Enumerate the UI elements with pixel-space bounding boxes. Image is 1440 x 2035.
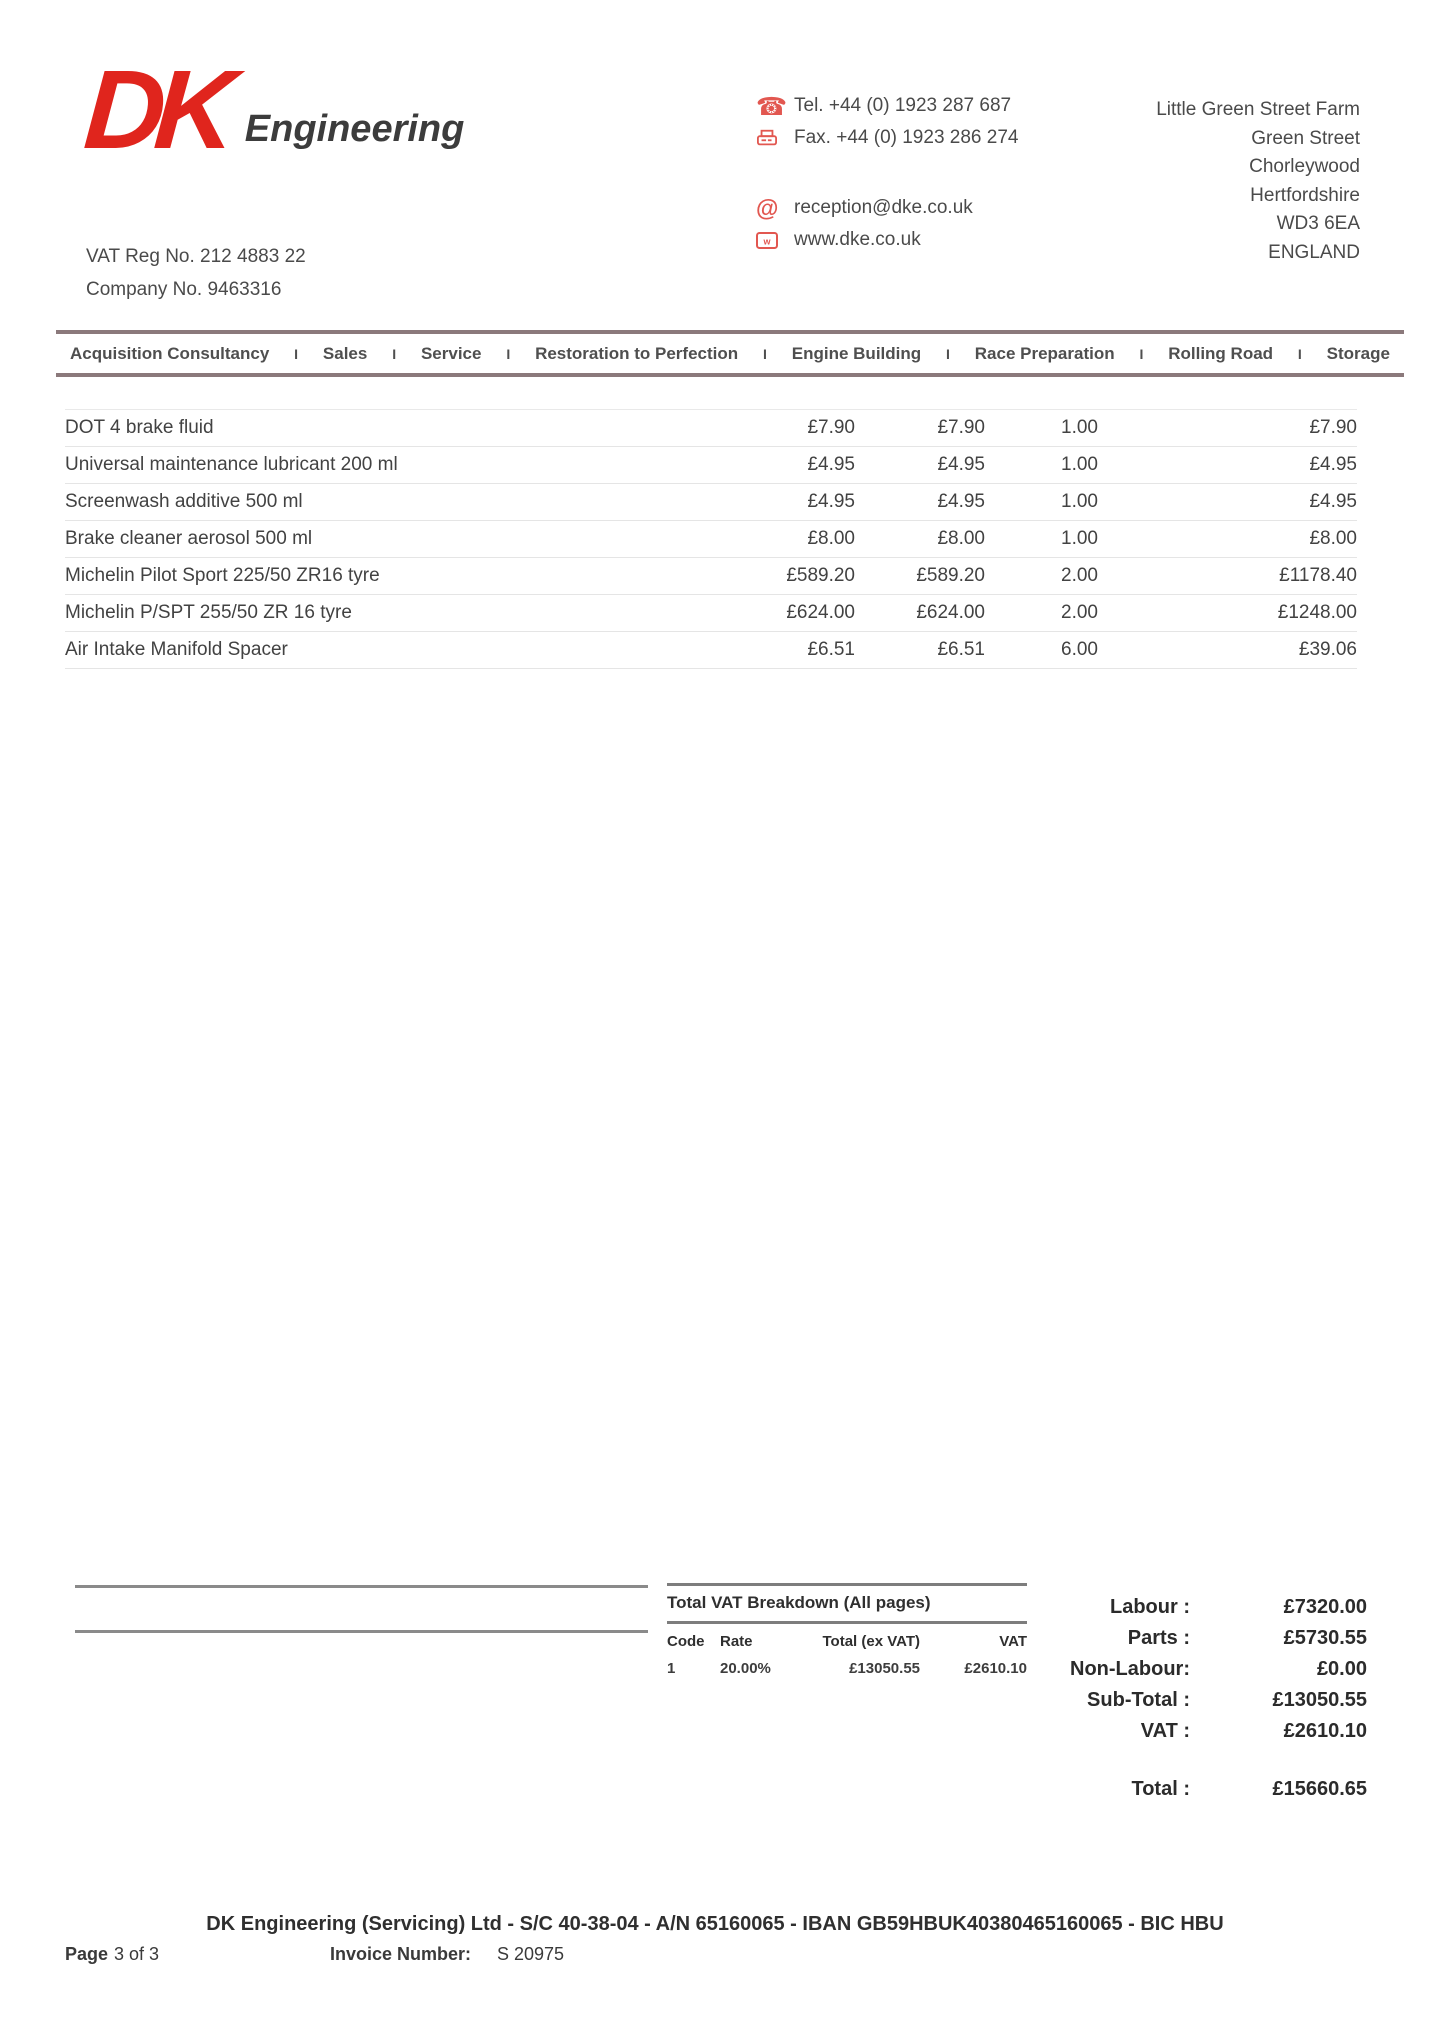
fax-number: Fax. +44 (0) 1923 286 274 xyxy=(794,127,1019,148)
nav-separator: I xyxy=(946,345,950,362)
item-description: Universal maintenance lubricant 200 ml xyxy=(65,454,398,475)
table-row xyxy=(65,447,1357,484)
vat-reg-number: VAT Reg No. 212 4883 22 xyxy=(86,246,306,267)
item-description: Air Intake Manifold Spacer xyxy=(65,639,288,660)
item-unit-price: £589.20 xyxy=(786,565,855,586)
item-qty: 2.00 xyxy=(1061,565,1098,586)
address-line: Little Green Street Farm xyxy=(1156,99,1360,120)
totals-label: Parts : xyxy=(1127,1627,1190,1649)
contact-block xyxy=(756,90,1018,256)
totals-block xyxy=(990,1592,1367,1805)
item-net-price: £6.51 xyxy=(937,639,985,660)
item-description: DOT 4 brake fluid xyxy=(65,417,214,438)
item-description: Michelin Pilot Sport 225/50 ZR16 tyre xyxy=(65,565,380,586)
item-unit-price: £4.95 xyxy=(807,491,855,512)
vat-breakdown xyxy=(667,1583,1027,1677)
table-row xyxy=(65,521,1357,558)
totals-row-sub-total xyxy=(990,1685,1367,1716)
company-address xyxy=(1156,96,1360,268)
item-total: £8.00 xyxy=(1309,528,1357,549)
totals-value: £5730.55 xyxy=(1283,1627,1367,1649)
tel-number: Tel. +44 (0) 1923 287 687 xyxy=(794,95,1012,116)
totals-label: Labour : xyxy=(1110,1596,1190,1618)
totals-row-parts xyxy=(990,1623,1367,1654)
services-strip xyxy=(56,330,1404,377)
vat-header-row xyxy=(667,1624,1027,1650)
svg-text:w: w xyxy=(763,236,771,246)
totals-value: £2610.10 xyxy=(1283,1720,1367,1742)
address-line: Green Street xyxy=(1251,127,1360,149)
vat-header-total-ex-vat: Total (ex VAT) xyxy=(822,1633,920,1650)
item-unit-price: £8.00 xyxy=(807,528,855,549)
totals-row-vat xyxy=(990,1716,1367,1747)
horizontal-rule xyxy=(75,1585,648,1588)
registration-numbers xyxy=(86,240,306,306)
item-qty: 1.00 xyxy=(1061,417,1098,438)
item-qty: 6.00 xyxy=(1061,639,1098,660)
item-total: £4.95 xyxy=(1309,491,1357,512)
service-item-sales: Sales xyxy=(322,343,368,363)
service-item-acquisition-consultancy: Acquisition Consultancy xyxy=(70,343,270,363)
nav-separator: I xyxy=(506,345,511,362)
nav-separator: I xyxy=(763,345,767,362)
item-description: Brake cleaner aerosol 500 ml xyxy=(65,528,313,549)
totals-row-grand-total xyxy=(990,1774,1367,1805)
item-net-price: £624.00 xyxy=(916,602,985,623)
company-logo xyxy=(80,47,465,172)
service-item-rolling-road: Rolling Road xyxy=(1168,343,1274,363)
www-icon xyxy=(756,232,794,249)
vat-total-ex-vat: £13050.55 xyxy=(849,1660,920,1677)
item-qty: 1.00 xyxy=(1061,454,1098,475)
item-total: £7.90 xyxy=(1309,417,1357,438)
item-unit-price: £6.51 xyxy=(807,639,855,660)
page-label: Page xyxy=(65,1944,109,1964)
nav-separator: I xyxy=(1297,345,1302,362)
item-net-price: £7.90 xyxy=(937,417,985,438)
address-line: ENGLAND xyxy=(1268,241,1360,263)
service-item-restoration: Restoration to Perfection xyxy=(535,343,739,363)
vat-code: 1 xyxy=(667,1660,676,1677)
service-item-service: Service xyxy=(420,343,482,363)
line-items-table xyxy=(65,409,1357,669)
item-unit-price: £7.90 xyxy=(807,417,855,438)
address-line: Hertfordshire xyxy=(1250,184,1360,206)
address-line: Chorleywood xyxy=(1249,156,1360,178)
nav-separator: I xyxy=(392,345,397,362)
totals-label: Sub-Total : xyxy=(1087,1689,1190,1711)
item-qty: 2.00 xyxy=(1061,602,1098,623)
item-total: £1248.00 xyxy=(1277,602,1357,623)
item-total: £39.06 xyxy=(1298,639,1357,660)
horizontal-rule xyxy=(75,1630,648,1633)
table-row xyxy=(65,595,1357,632)
item-description: Screenwash additive 500 ml xyxy=(65,491,303,512)
grand-total-label: Total : xyxy=(1131,1778,1190,1800)
service-item-race-preparation: Race Preparation xyxy=(974,343,1115,363)
totals-label: VAT : xyxy=(1140,1720,1190,1742)
company-number: Company No. 9463316 xyxy=(86,279,282,300)
totals-value: £7320.00 xyxy=(1283,1596,1367,1618)
vat-rate: 20.00% xyxy=(720,1660,771,1677)
website-address: www.dke.co.uk xyxy=(794,229,921,250)
logo-engineering-text: Engineering xyxy=(244,108,465,151)
nav-separator: I xyxy=(294,345,299,362)
grand-total-value: £15660.65 xyxy=(1272,1778,1367,1800)
item-total: £4.95 xyxy=(1309,454,1357,475)
item-total: £1178.40 xyxy=(1279,565,1357,586)
item-unit-price: £4.95 xyxy=(807,454,855,475)
totals-row-non-labour xyxy=(990,1654,1367,1685)
totals-label: Non-Labour: xyxy=(1070,1658,1190,1680)
item-description: Michelin P/SPT 255/50 ZR 16 tyre xyxy=(65,602,352,623)
logo-dk-text: DK xyxy=(80,47,230,172)
nav-separator: I xyxy=(1139,345,1144,362)
address-line: WD3 6EA xyxy=(1276,213,1360,235)
item-unit-price: £624.00 xyxy=(786,602,855,623)
footer-meta-line xyxy=(0,1944,1440,1968)
invoice-number-value: S 20975 xyxy=(497,1944,565,1964)
page-number: 3 of 3 xyxy=(114,1944,160,1964)
table-row xyxy=(65,484,1357,521)
item-qty: 1.00 xyxy=(1061,491,1098,512)
vat-header-code: Code xyxy=(667,1633,705,1650)
vat-breakdown-title: Total VAT Breakdown (All pages) xyxy=(667,1593,931,1612)
item-net-price: £4.95 xyxy=(937,491,985,512)
totals-value: £0.00 xyxy=(1316,1658,1367,1680)
table-row xyxy=(65,409,1357,447)
table-row xyxy=(65,632,1357,669)
fax-icon xyxy=(756,128,794,148)
vat-header-vat: VAT xyxy=(999,1633,1027,1650)
service-item-storage: Storage xyxy=(1326,343,1390,363)
bank-details-line: DK Engineering (Servicing) Ltd - S/C 40-38-04 - A/N 65160065 - IBAN GB59HBUK40380465160065 - BIC HBU xyxy=(206,1913,1224,1935)
tel-row xyxy=(756,90,1018,122)
item-net-price: £8.00 xyxy=(937,528,985,549)
vat-header-rate: Rate xyxy=(720,1633,753,1650)
website-row xyxy=(756,224,1018,256)
item-qty: 1.00 xyxy=(1061,528,1098,549)
fax-row xyxy=(756,122,1018,154)
vat-data-row xyxy=(667,1650,1027,1677)
phone-icon: ☎ xyxy=(756,91,788,121)
item-net-price: £4.95 xyxy=(937,454,985,475)
item-net-price: £589.20 xyxy=(916,565,985,586)
email-address: reception@dke.co.uk xyxy=(794,197,973,218)
email-icon: @ xyxy=(756,194,779,221)
totals-value: £13050.55 xyxy=(1272,1689,1367,1711)
totals-row-labour xyxy=(990,1592,1367,1623)
table-row xyxy=(65,558,1357,595)
email-row xyxy=(756,192,1018,224)
service-item-engine-building: Engine Building xyxy=(791,343,922,363)
invoice-number-label: Invoice Number: xyxy=(330,1944,472,1964)
vat-amount: £2610.10 xyxy=(964,1660,1027,1677)
